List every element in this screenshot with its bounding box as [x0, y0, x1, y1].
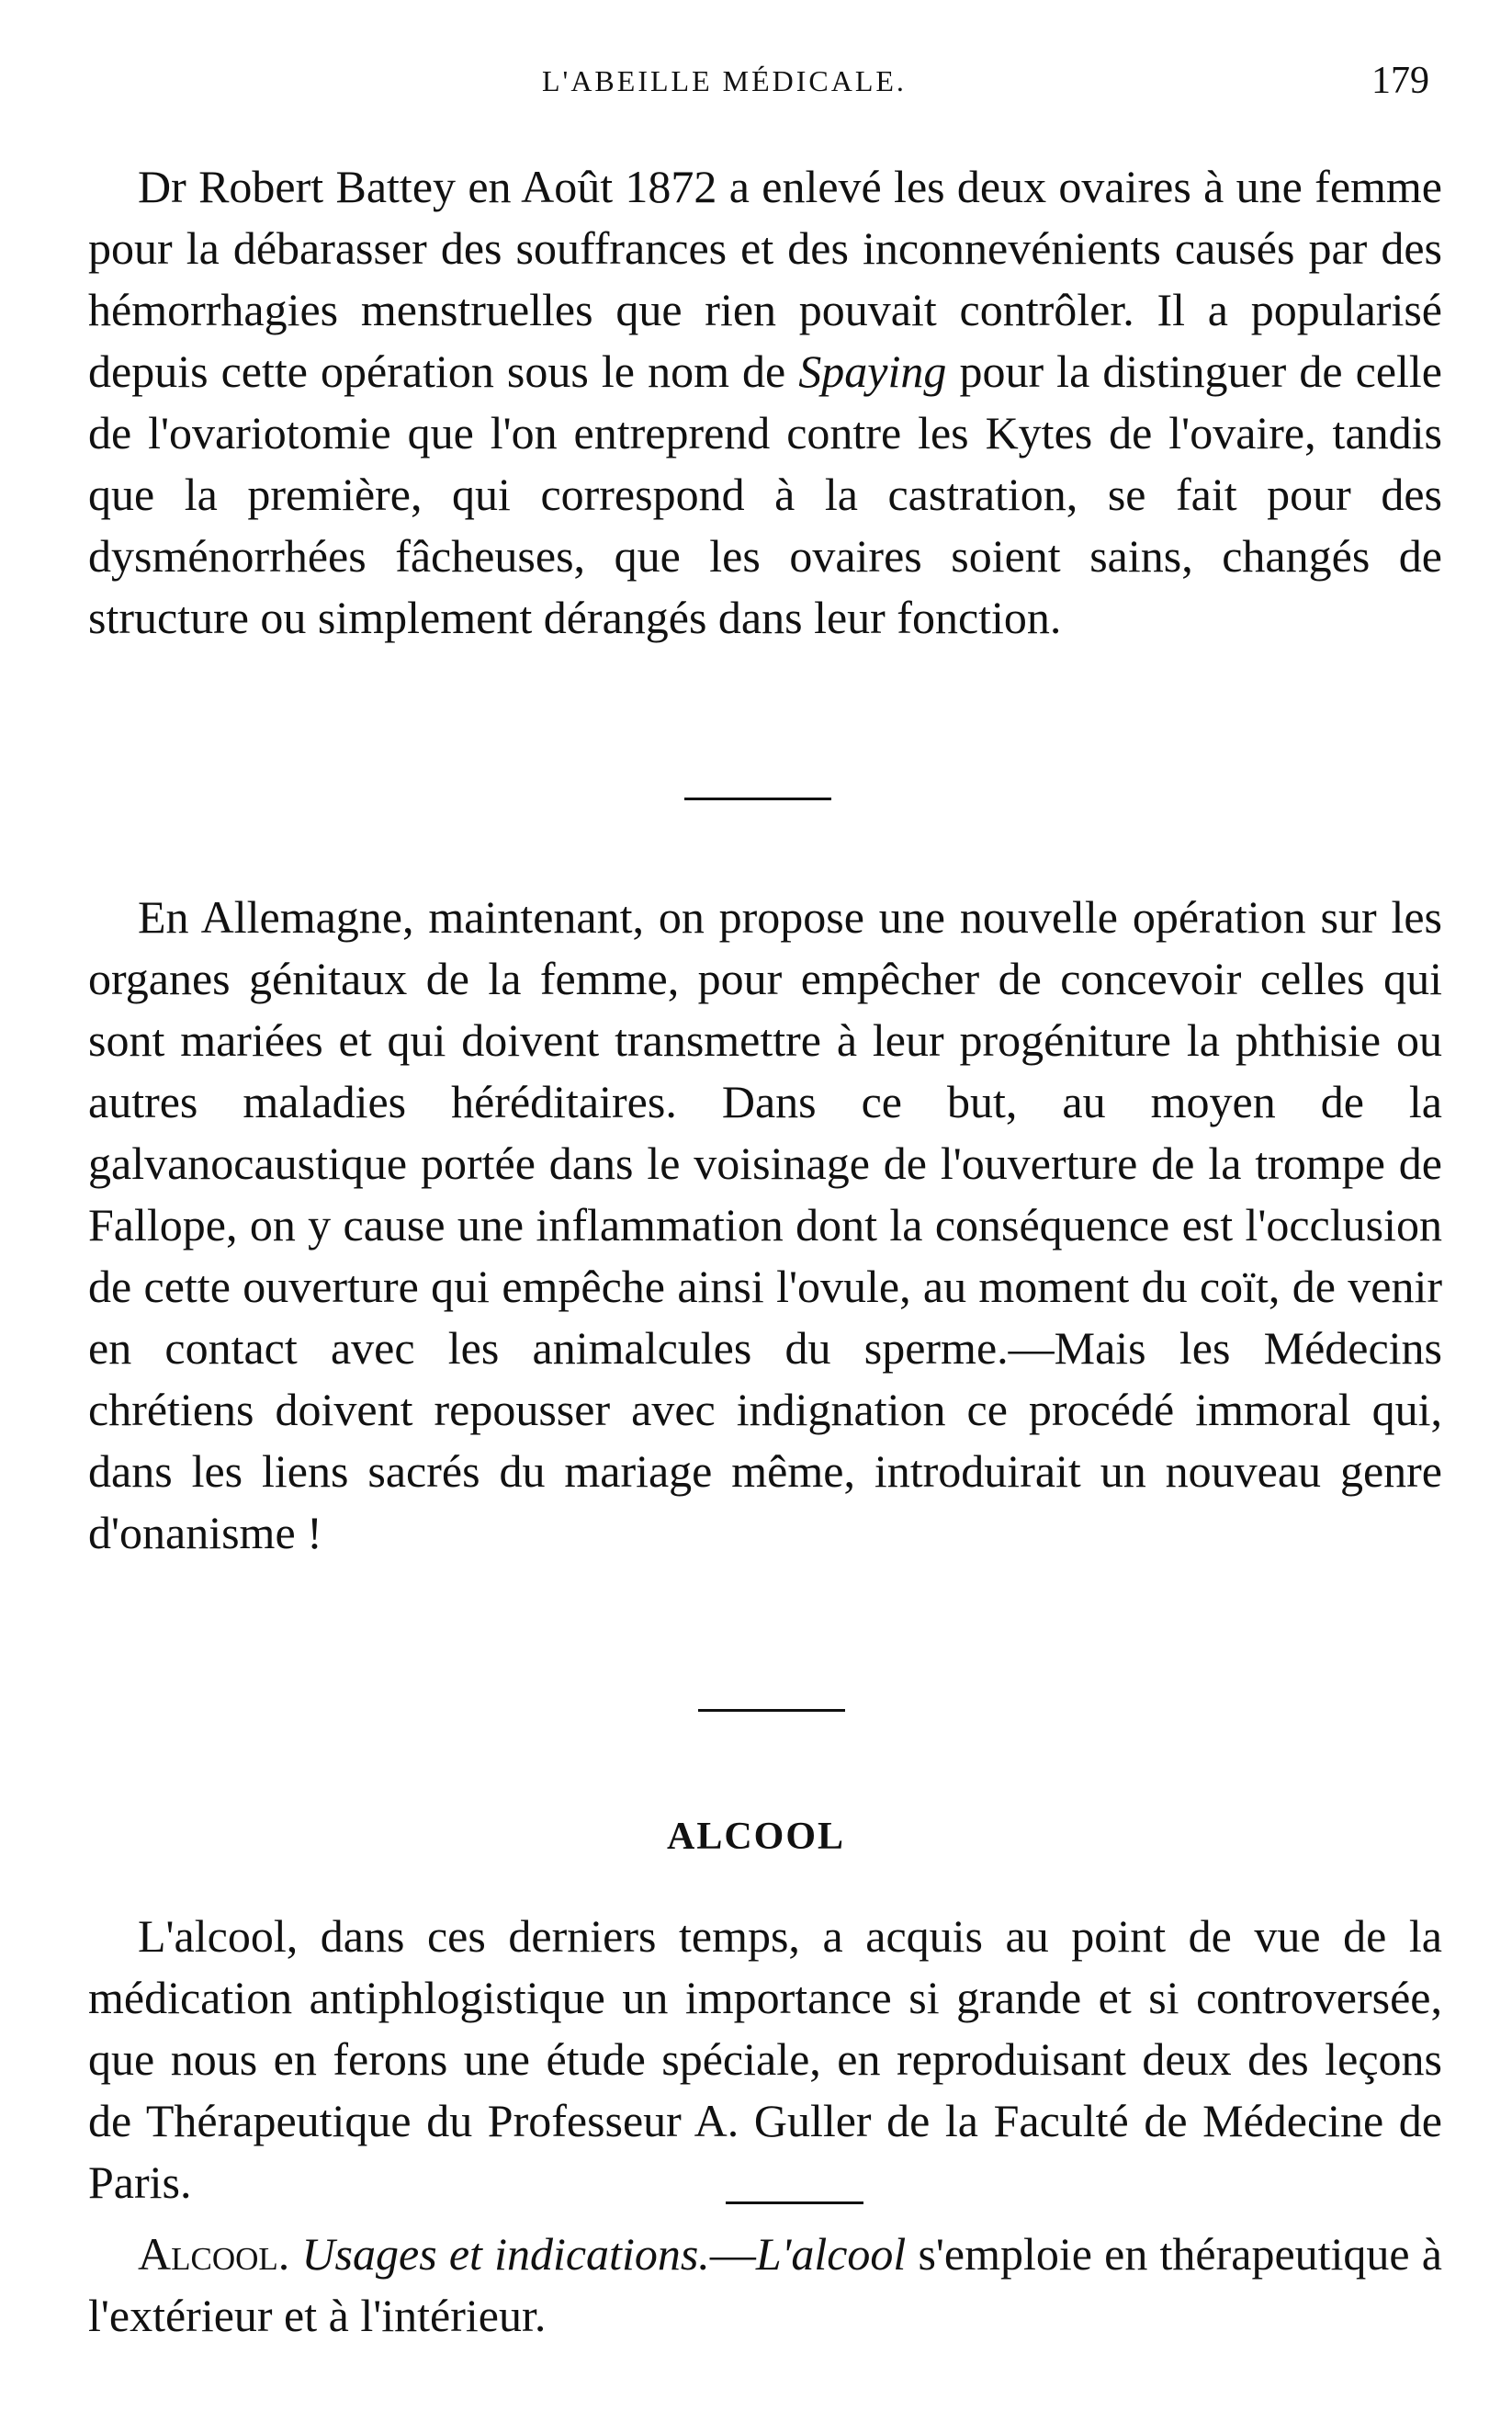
paragraph-alcool-intro: L'alcool, dans ces derniers temps, a acquis au point de vue de la médication antiphlogistique un importance si grande et si controversée, que nous en ferons une étude spéciale, en reproduisant deux des leçons de Thérapeutique du Professeur A. Guller de la Faculté de Médecine de Paris. — [88, 1910, 1442, 2208]
paragraph-battey-italic-term: Spaying — [798, 345, 947, 397]
section-heading-alcool: ALCOOL — [666, 1816, 846, 1858]
section-divider-3 — [726, 2201, 863, 2204]
paragraph-alcool-usages — [88, 2224, 1442, 2347]
paragraph-alcool-usages-title: Usages et indications. — [301, 2228, 710, 2280]
paragraph-battey — [88, 156, 1442, 649]
section-divider-2 — [698, 1709, 845, 1712]
section-divider-1 — [684, 798, 831, 800]
paragraph-battey-text-a: Dr Robert Battey en Août 1872 a enlevé les deux ovaires à une femme pour la débarasser des souffrances et des inconnevénients causés par des hémorrhagies menstruelles que rien pouvait contrôler. Il a popularisé depuis cette opération sous le nom de — [88, 161, 1442, 397]
paragraph-allemagne: En Allemagne, maintenant, on propose une nouvelle opération sur les organes génitaux de la femme, pour empêcher de concevoir celles qui sont mariées et qui doivent transmettre à leur progéniture la phthisie ou autres maladies héréditaires. Dans ce but, au moyen de la galvanocaustique portée dans le voisinage de l'ouverture de la trompe de Fallope, on y cause une inflammation dont la conséquence est l'occlusion de cette ouverture qui empêche ainsi l'ovule, au moment du coït, de venir en contact avec les animalcules du sperme.—Mais les Médecins chrétiens doivent repousser avec indignation ce procédé immoral qui, dans les liens sacrés du mariage même, introduirait un nouveau genre d'onanisme ! — [88, 891, 1442, 1558]
paragraph-alcool-usages-lead: Alcool. — [138, 2228, 290, 2280]
page-header — [0, 60, 1512, 119]
paragraph-alcool-usages-rest: s'emploie en thérapeutique à l'extérieur et à l'intérieur. — [88, 2228, 1442, 2341]
paragraph-alcool-usages-word: L'alcool — [755, 2228, 907, 2280]
paragraph-alcool-usages-dash: — — [709, 2228, 756, 2280]
page-number: 179 — [1371, 60, 1429, 102]
paragraph-battey-text-b: pour la distinguer de celle de l'ovariotomie que l'on entreprend contre les Kytes de l'ovaire, tandis que la première, qui correspond à la castration, se fait pour des dysménorrhées fâcheuses, que les ovaires soient sains, changés de structure ou simplement dérangés dans leur fonction. — [88, 345, 1442, 643]
running-title: L'ABEILLE MÉDICALE. — [542, 64, 907, 97]
